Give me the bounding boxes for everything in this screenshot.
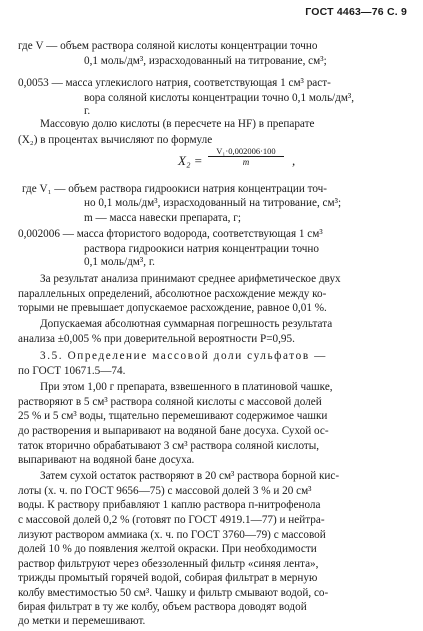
formula-comma: , xyxy=(292,153,296,168)
section-heading: 3.5. Определение массовой доли сульфатов — xyxy=(40,350,327,362)
text-line: (X₂) в процентах вычисляют по формуле xyxy=(18,134,213,146)
text-line: m — масса навески препарата, г; xyxy=(84,212,241,224)
text-line: При этом 1,00 г препарата, взвешенного в платиновой чашке, xyxy=(40,381,333,393)
text-line: где V₁ — объем раствора гидроокиси натрия концентрации точ- xyxy=(22,183,328,195)
text-line: лоты (х. ч. по ГОСТ 9656—75) с массовой долей 3 % и 20 см³ xyxy=(18,485,312,497)
formula-numerator: V₁·0,002006·100 xyxy=(208,146,284,157)
text-line: Допускаемая абсолютная суммарная погрешность результата xyxy=(40,318,333,330)
text-line: но 0,1 моль/дм³, израсходованный на титрование, см³; xyxy=(84,197,342,209)
text-line: с массовой долей 0,2 % (готовят по ГОСТ 4919.1—77) и нейтра- xyxy=(18,514,325,526)
text-line: где V — объем раствора соляной кислоты концентрации точно xyxy=(18,40,318,52)
text-line: колбу вместимостью 50 см³. Чашку и фильтр смывают водой, со- xyxy=(18,587,329,599)
text-line: За результат анализа принимают среднее арифметическое двух xyxy=(40,273,341,285)
text-line: выпаривают на водяной бане досуха. xyxy=(18,454,195,466)
text-line: г. xyxy=(84,105,91,117)
text-line: 0,0053 — масса углекислого натрия, соответствующая 1 см³ раст- xyxy=(18,77,331,89)
text-line: до метки и перемешивают. xyxy=(18,615,146,627)
text-line: торыми не превышает допускаемое расхождение, равное 0,01 %. xyxy=(18,302,327,314)
text-line: Массовую долю кислоты (в пересчете на HF) в препарате xyxy=(40,118,315,130)
text-line: Затем сухой остаток растворяют в 20 см³ раствора борной кис- xyxy=(40,470,340,482)
text-line: параллельных определений, абсолютное расхождение между ко- xyxy=(18,288,327,300)
text-line: таток вторично обрабатывают 3 см³ раствора соляной кислоты, xyxy=(18,440,320,452)
formula-denominator: m xyxy=(242,157,250,167)
text-line: 0,002006 — масса фтористого водорода, соответствующая 1 см³ xyxy=(18,228,323,240)
text-line: раствора гидроокиси натрия концентрации точно xyxy=(84,243,319,255)
text-line: раствор фильтруют через обеззоленный фильтр «синяя лента», xyxy=(18,558,319,570)
formula-fraction xyxy=(208,146,284,168)
text-line: растворяют в 5 см³ раствора соляной кислоты с массовой долей xyxy=(18,396,322,408)
text-line: бирая фильтрат в ту же колбу, объем раствора доводят водой xyxy=(18,601,307,613)
text-line: лизуют раствором аммиака (х. ч. по ГОСТ 3760—79) с массовой xyxy=(18,529,326,541)
text-line: долей 10 % до появления желтой окраски. При необходимости xyxy=(18,543,317,555)
text-line: по ГОСТ 10671.5—74. xyxy=(18,365,126,377)
text-line: 25 % и 5 см³ воды, тщательно перемешивают содержимое чашки xyxy=(18,410,328,422)
text-line: 0,1 моль/дм³, г. xyxy=(84,256,155,268)
page-header: ГОСТ 4463—76 С. 9 xyxy=(305,6,407,18)
text-line: вора соляной кислоты концентрации точно 0,1 моль/дм³, xyxy=(84,92,355,104)
text-line: 0,1 моль/дм³, израсходованный на титрование, см³; xyxy=(84,55,327,67)
text-line: трижды промытый горячей водой, собирая фильтрат в мерную xyxy=(18,572,318,584)
text-line: воды. К раствору прибавляют 1 каплю раствора п-нитрофенола xyxy=(18,499,321,511)
text-line: до растворения и выпаривают на водяной бане досуха. Сухой ос- xyxy=(18,425,329,437)
text-line: анализа ±0,005 % при доверительной вероятности P=0,95. xyxy=(18,333,295,345)
formula-lhs: X₂ = xyxy=(178,153,203,168)
